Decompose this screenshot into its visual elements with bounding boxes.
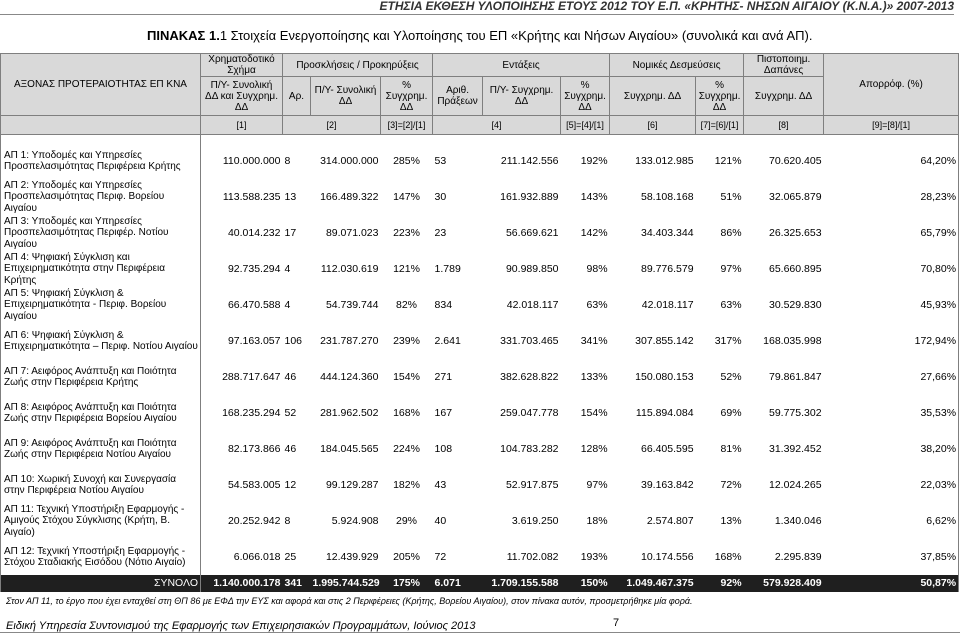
- cell-calls-budget: 5.924.908: [331, 514, 379, 527]
- cell-incl-pct: 133%: [580, 370, 608, 383]
- cell-cert: 30.529.830: [769, 298, 822, 311]
- row-label: ΑΠ 4: Ψηφιακή Σύγκλιση και Επιχειρηματικότητα στην Περιφέρεια Κρήτης: [1, 251, 201, 287]
- formula-cell: [3]=[2]/[1]: [381, 116, 433, 135]
- cell-incl-budget: 52.917.875: [505, 478, 559, 491]
- cell-comm: 133.012.985: [635, 154, 694, 167]
- table-row: [1, 395, 959, 431]
- cell-fin: 54.583.005: [227, 478, 281, 491]
- cell-comm-pct: 63%: [720, 298, 742, 311]
- cell-incl-budget: 42.018.117: [506, 298, 559, 311]
- cell-comm-pct: 69%: [720, 406, 742, 419]
- cell-incl-budget: 3.619.250: [511, 514, 559, 527]
- cell-cert: 59.775.302: [769, 406, 822, 419]
- cell-incl-pct: 192%: [580, 154, 608, 167]
- cell-comm: 66.405.595: [640, 442, 694, 455]
- cell-incl-n: 23: [434, 226, 447, 239]
- cell-incl-budget: 259.047.778: [500, 406, 559, 419]
- table-title-text: 1 Στοιχεία Ενεργοποίησης και Υλοποίησης του ΕΠ «Κρήτης και Νήσων Αιγαίου» (συνολικά και ανά ΑΠ).: [219, 28, 813, 43]
- cell-calls-budget: 99.129.287: [325, 478, 379, 491]
- cell-cert: 79.861.847: [769, 370, 822, 383]
- subheader-calls-pct: % Συγχρημ. ΔΔ: [381, 77, 433, 116]
- cell-calls-n: 46: [284, 370, 297, 383]
- cell-incl-n: 30: [434, 190, 447, 203]
- header-calls: Προσκλήσεις / Προκηρύξεις: [283, 54, 433, 77]
- table-row: [1, 143, 959, 179]
- subheader-incl-count: Αριθ. Πράξεων: [433, 77, 483, 116]
- header-certified: Πιστοποιημ. Δαπάνες: [744, 54, 824, 77]
- cell-comm-pct: 52%: [720, 370, 742, 383]
- cell-fin: 20.252.942: [227, 514, 281, 527]
- cell-comm: 2.574.807: [646, 514, 694, 527]
- cell-comm: 115.894.084: [635, 406, 694, 419]
- cell-abs: 22,03%: [824, 467, 959, 503]
- table-row: [1, 503, 959, 539]
- formula-cell: [1]: [201, 116, 283, 135]
- cell-incl-n: 43: [434, 478, 447, 491]
- cell-cert: 168.035.998: [763, 334, 822, 347]
- cell-incl-pct: 63%: [586, 298, 608, 311]
- cell-cert: 31.392.452: [769, 442, 822, 455]
- cell-calls-pct: 121%: [393, 262, 420, 275]
- cell-calls-budget: 184.045.565: [320, 442, 379, 455]
- cell-abs: 37,85%: [824, 539, 959, 575]
- cell-calls-n: 12: [284, 478, 297, 491]
- cell-fin: 6.066.018: [233, 550, 281, 563]
- cell-incl-budget: 104.783.282: [500, 442, 559, 455]
- subheader-fin-plan: Π/Υ- Συνολική ΔΔ και Συγχρημ. ΔΔ: [201, 77, 283, 116]
- cell-incl-n: 40: [434, 514, 447, 527]
- cell-comm-pct: 97%: [720, 262, 742, 275]
- header-financing-plan: Χρηματοδοτικό Σχήμα: [201, 54, 283, 77]
- cell-calls-budget: 112.030.619: [320, 262, 379, 275]
- cell-fin: 168.235.294: [222, 406, 281, 419]
- cell-abs: 6,62%: [824, 503, 959, 539]
- cell-calls-n: 46: [284, 442, 297, 455]
- total-cert: 579.928.409: [744, 575, 824, 592]
- cell-comm-pct: 81%: [720, 442, 742, 455]
- total-comm: 1.049.467.375: [610, 575, 696, 592]
- cell-incl-n: 167: [434, 406, 453, 419]
- cell-calls-pct: 285%: [393, 154, 420, 167]
- cell-comm: 307.855.142: [635, 334, 694, 347]
- cell-calls-n: 8: [284, 154, 291, 167]
- table-row: [1, 251, 959, 287]
- cell-calls-pct: 224%: [393, 442, 420, 455]
- cell-incl-n: 1.789: [434, 262, 461, 275]
- footer-text: Ειδική Υπηρεσία Συντονισμού της Εφαρμογής των Επιχειρησιακών Προγραμμάτων, Ιούνιος 2013: [6, 620, 476, 632]
- row-label: ΑΠ 9: Αειφόρος Ανάπτυξη και Ποιότητα Ζωής στην Περιφέρεια Νοτίου Αιγαίου: [1, 431, 201, 467]
- implementation-table: [0, 53, 959, 592]
- row-label: ΑΠ 11: Τεχνική Υποστήριξη Εφαρμογής - Αμιγούς Στόχου Σύγκλισης (Κρήτη, Β. Αιγαίο): [1, 503, 201, 539]
- cell-calls-pct: 147%: [393, 190, 420, 203]
- subheader-incl-pct: % Συγχρημ. ΔΔ: [561, 77, 610, 116]
- header-inclusions: Εντάξεις: [433, 54, 610, 77]
- cell-incl-budget: 161.932.889: [500, 190, 559, 203]
- cell-incl-n: 108: [434, 442, 453, 455]
- total-row: [1, 575, 959, 592]
- cell-incl-budget: 11.702.082: [506, 550, 559, 563]
- cell-calls-n: 17: [284, 226, 297, 239]
- cell-comm: 39.163.842: [640, 478, 694, 491]
- total-comm-pct: 92%: [696, 575, 744, 592]
- cell-comm: 150.080.153: [635, 370, 694, 383]
- total-abs: 50,87%: [824, 575, 959, 592]
- cell-comm-pct: 13%: [720, 514, 742, 527]
- table-row: [1, 467, 959, 503]
- total-incl-budget: 1.709.155.588: [483, 575, 561, 592]
- cell-incl-n: 72: [434, 550, 447, 563]
- cell-comm: 42.018.117: [641, 298, 694, 311]
- cell-incl-budget: 56.669.621: [505, 226, 559, 239]
- formula-cell: [7]=[6]/[1]: [696, 116, 744, 135]
- cell-cert: 65.660.895: [769, 262, 822, 275]
- total-fin: 1.140.000.178: [201, 575, 283, 592]
- cell-abs: 38,20%: [824, 431, 959, 467]
- table-body: [1, 135, 959, 593]
- cell-calls-n: 4: [284, 298, 291, 311]
- subheader-incl-budget: Π/Υ- Συγχρημ. ΔΔ: [483, 77, 561, 116]
- cell-incl-pct: 128%: [580, 442, 608, 455]
- row-label: ΑΠ 7: Αειφόρος Ανάπτυξη και Ποιότητα Ζωής στην Περιφέρεια Κρήτης: [1, 359, 201, 395]
- cell-calls-n: 13: [284, 190, 297, 203]
- total-calls-n: 341: [283, 575, 311, 592]
- cell-calls-budget: 231.787.270: [320, 334, 379, 347]
- footnote: Στον ΑΠ 11, το έργο που έχει ενταχθεί στη ΘΠ 86 με ΕΦΔ την ΕΥΣ και αφορά και στις 2 Περιφέρειες (Κρήτης, Βορείου Αιγαίου), στον πίνακα αυτόν, προσμετρήθηκε μία φορά.: [6, 596, 693, 606]
- cell-comm-pct: 86%: [720, 226, 742, 239]
- cell-comm: 89.776.579: [640, 262, 694, 275]
- cell-calls-pct: 223%: [393, 226, 420, 239]
- cell-cert: 1.340.046: [774, 514, 822, 527]
- cell-cert: 26.325.653: [769, 226, 822, 239]
- table-row: [1, 539, 959, 575]
- row-label: ΑΠ 3: Υποδομές και Υπηρεσίες Προσπελασιμότητας Περιφέρ. Νοτίου Αιγαίου: [1, 215, 201, 251]
- row-label: ΑΠ 12: Τεχνική Υποστήριξη Εφαρμογής - Στόχου Σταδιακής Εισόδου (Νότιο Αιγαίο): [1, 539, 201, 575]
- cell-calls-pct: 239%: [393, 334, 420, 347]
- cell-calls-pct: 82%: [396, 298, 418, 311]
- header-axis: ΑΞΟΝΑΣ ΠΡΟΤΕΡΑΙΟΤΗΤΑΣ ΕΠ ΚΝΑ: [1, 54, 201, 116]
- cell-abs: 35,53%: [824, 395, 959, 431]
- cell-calls-pct: 205%: [393, 550, 420, 563]
- cell-abs: 65,79%: [824, 215, 959, 251]
- cell-comm: 58.108.168: [640, 190, 694, 203]
- cell-incl-pct: 193%: [580, 550, 608, 563]
- row-label: ΑΠ 6: Ψηφιακή Σύγκλιση & Επιχειρηματικότητα – Περιφ. Νοτίου Αιγαίου: [1, 323, 201, 359]
- row-label: ΑΠ 2: Υποδομές και Υπηρεσίες Προσπελασιμότητας Περιφ. Βορείου Αιγαίου: [1, 179, 201, 215]
- formula-cell: [2]: [283, 116, 381, 135]
- cell-fin: 97.163.057: [227, 334, 281, 347]
- cell-abs: 70,80%: [824, 251, 959, 287]
- cell-fin: 113.588.235: [222, 190, 281, 203]
- cell-calls-budget: 12.439.929: [325, 550, 379, 563]
- cell-calls-pct: 182%: [393, 478, 420, 491]
- cell-incl-n: 2.641: [434, 334, 461, 347]
- page-header: ΕΤΗΣΙΑ ΕΚΘΕΣΗ ΥΛΟΠΟΙΗΣΗΣ ΕΤΟΥΣ 2012 ΤΟΥ Ε.Π. «ΚΡΗΤΗΣ- ΝΗΣΩΝ ΑΙΓΑΙΟΥ (Κ.Ν.Α.)» 2007-2013: [0, 0, 954, 15]
- cell-incl-budget: 90.989.850: [505, 262, 559, 275]
- cell-cert: 32.065.879: [769, 190, 822, 203]
- cell-cert: 70.620.405: [769, 154, 822, 167]
- cell-calls-budget: 444.124.360: [320, 370, 379, 383]
- cell-abs: 64,20%: [824, 143, 959, 179]
- cell-fin: 40.014.232: [227, 226, 281, 239]
- table-row: [1, 215, 959, 251]
- cell-incl-budget: 211.142.556: [500, 154, 559, 167]
- subheader-calls-budget: Π/Υ- Συνολική ΔΔ: [311, 77, 381, 116]
- cell-incl-n: 271: [434, 370, 453, 383]
- cell-comm-pct: 51%: [720, 190, 742, 203]
- total-incl-n: 6.071: [433, 575, 483, 592]
- formula-empty: [1, 116, 201, 135]
- cell-incl-n: 53: [434, 154, 447, 167]
- cell-calls-pct: 29%: [396, 514, 418, 527]
- header-absorption: Απορρόφ. (%): [824, 54, 959, 116]
- cell-comm: 34.403.344: [640, 226, 694, 239]
- cell-comm: 10.174.556: [640, 550, 694, 563]
- total-label: ΣΥΝΟΛΟ: [1, 575, 201, 592]
- cell-incl-pct: 97%: [586, 478, 608, 491]
- cell-cert: 2.295.839: [774, 550, 822, 563]
- table-row: [1, 359, 959, 395]
- cell-calls-budget: 54.739.744: [325, 298, 379, 311]
- cell-cert: 12.024.265: [769, 478, 822, 491]
- cell-comm-pct: 168%: [714, 550, 742, 563]
- table-title-label: ΠΙΝΑΚΑΣ 1.: [147, 28, 220, 43]
- table-row: [1, 179, 959, 215]
- cell-comm-pct: 72%: [720, 478, 742, 491]
- subheader-cert-value: Συγχρημ. ΔΔ: [744, 77, 824, 116]
- cell-incl-pct: 143%: [580, 190, 608, 203]
- cell-fin: 110.000.000: [222, 154, 281, 167]
- subheader-comm-value: Συγχρημ. ΔΔ: [610, 77, 696, 116]
- table-header: [1, 54, 959, 135]
- total-incl-pct: 150%: [561, 575, 610, 592]
- cell-abs: 172,94%: [824, 323, 959, 359]
- subheader-comm-pct: % Συγχρημ. ΔΔ: [696, 77, 744, 116]
- cell-incl-pct: 154%: [580, 406, 608, 419]
- total-calls-pct: 175%: [381, 575, 433, 592]
- total-calls-budget: 1.995.744.529: [311, 575, 381, 592]
- cell-calls-budget: 89.071.023: [325, 226, 379, 239]
- table-row: [1, 431, 959, 467]
- table-row: [1, 323, 959, 359]
- cell-calls-n: 52: [284, 406, 297, 419]
- cell-calls-pct: 154%: [393, 370, 420, 383]
- cell-fin: 92.735.294: [227, 262, 281, 275]
- cell-calls-budget: 166.489.322: [320, 190, 379, 203]
- cell-calls-n: 106: [284, 334, 303, 347]
- cell-comm-pct: 121%: [714, 154, 742, 167]
- formula-cell: [9]=[8]/[1]: [824, 116, 959, 135]
- cell-incl-n: 834: [434, 298, 453, 311]
- cell-incl-pct: 98%: [586, 262, 608, 275]
- formula-cell: [8]: [744, 116, 824, 135]
- cell-calls-n: 8: [284, 514, 291, 527]
- cell-abs: 45,93%: [824, 287, 959, 323]
- cell-abs: 27,66%: [824, 359, 959, 395]
- cell-abs: 28,23%: [824, 179, 959, 215]
- page-number: 7: [613, 617, 620, 629]
- formula-cell: [6]: [610, 116, 696, 135]
- cell-comm-pct: 317%: [714, 334, 742, 347]
- cell-incl-pct: 142%: [580, 226, 608, 239]
- table-title: [147, 28, 812, 44]
- formula-cell: [5]=[4]/[1]: [561, 116, 610, 135]
- cell-calls-n: 25: [284, 550, 297, 563]
- cell-fin: 66.470.588: [227, 298, 281, 311]
- cell-calls-budget: 281.962.502: [320, 406, 379, 419]
- cell-calls-budget: 314.000.000: [320, 154, 379, 167]
- cell-incl-budget: 331.703.465: [500, 334, 559, 347]
- row-label: ΑΠ 1: Υποδομές και Υπηρεσίες Προσπελασιμότητας Περιφέρεια Κρήτης: [1, 143, 201, 179]
- header-commitments: Νομικές Δεσμεύσεις: [610, 54, 744, 77]
- row-label: ΑΠ 5: Ψηφιακή Σύγκλιση & Επιχειρηματικότητα - Περιφ. Βορείου Αιγαίου: [1, 287, 201, 323]
- cell-calls-pct: 168%: [393, 406, 420, 419]
- formula-cell: [4]: [433, 116, 561, 135]
- cell-incl-pct: 341%: [580, 334, 608, 347]
- row-label: ΑΠ 8: Αειφόρος Ανάπτυξη και Ποιότητα Ζωής στην Περιφέρεια Βορείου Αιγαίου: [1, 395, 201, 431]
- cell-incl-budget: 382.628.822: [500, 370, 559, 383]
- row-label: ΑΠ 10: Χωρική Συνοχή και Συνεργασία στην Περιφέρεια Νοτίου Αιγαίου: [1, 467, 201, 503]
- cell-fin: 82.173.866: [227, 442, 281, 455]
- cell-fin: 288.717.647: [222, 370, 281, 383]
- subheader-calls-count: Αρ.: [283, 77, 311, 116]
- cell-calls-n: 4: [284, 262, 291, 275]
- table-row: [1, 287, 959, 323]
- cell-incl-pct: 18%: [586, 514, 608, 527]
